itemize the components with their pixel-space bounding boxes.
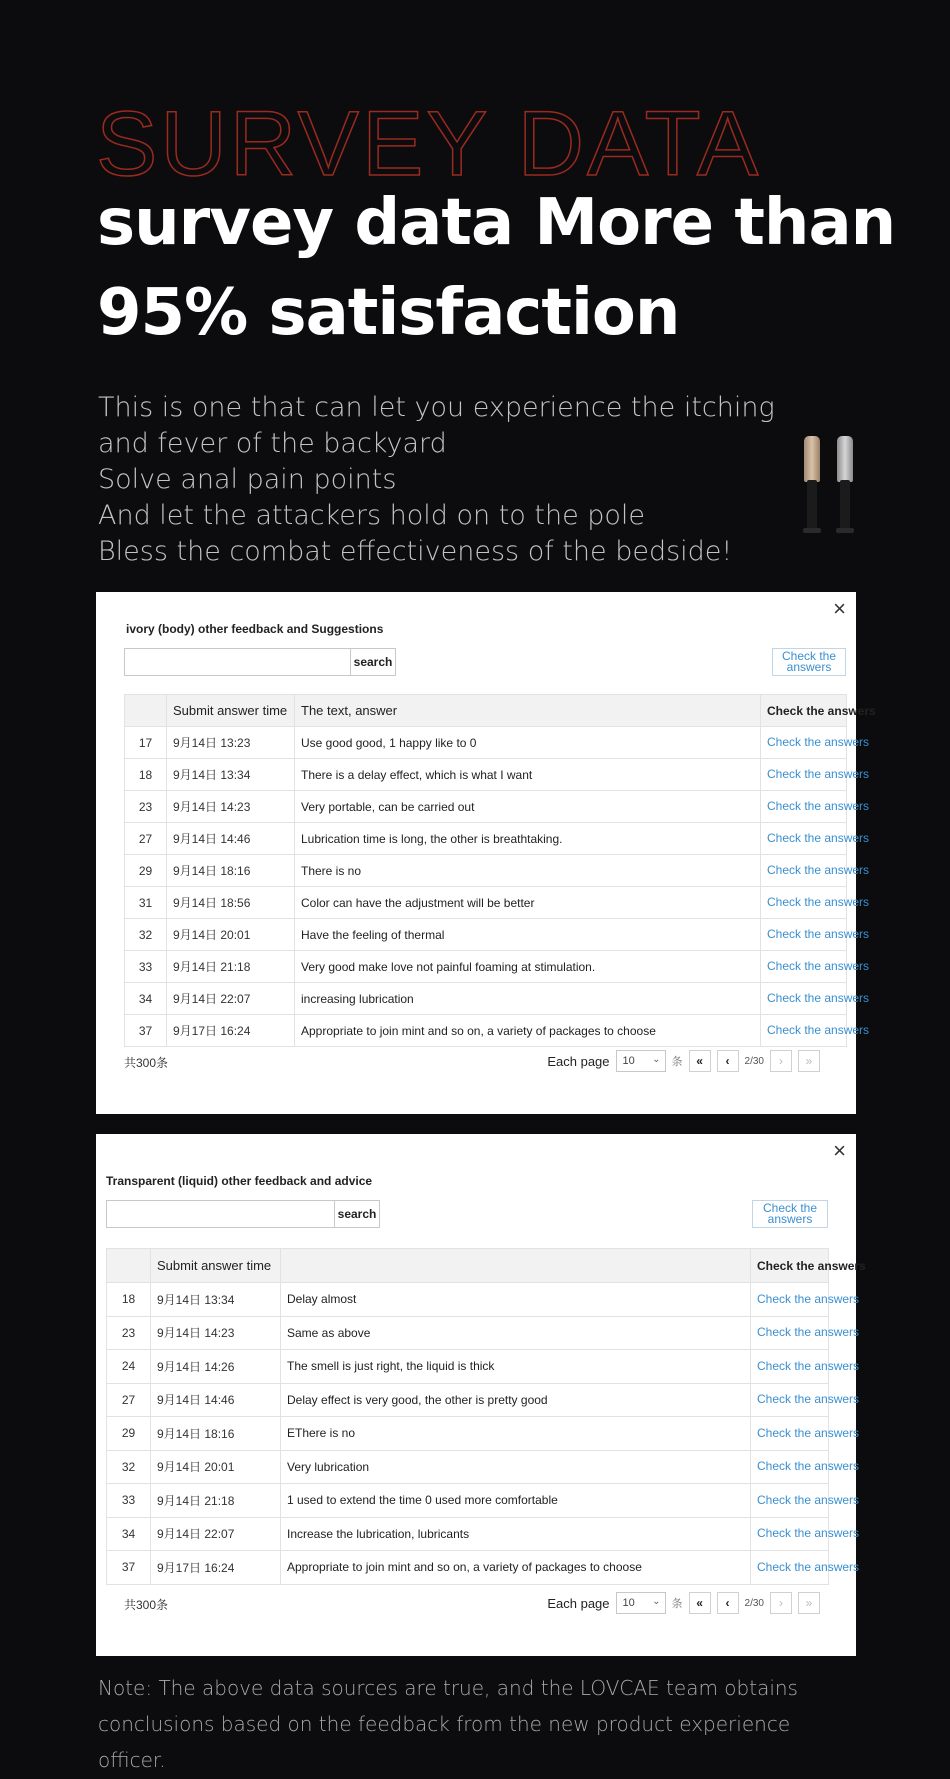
check-answers-link[interactable]: Check the answers <box>751 1450 829 1484</box>
column-header-time: Submit answer time <box>151 1249 281 1283</box>
row-id: 18 <box>107 1283 151 1317</box>
row-answer: Color can have the adjustment will be better <box>295 887 761 919</box>
row-time: 9月14日 13:34 <box>151 1283 281 1317</box>
table-row <box>125 919 847 951</box>
row-id: 33 <box>125 951 167 983</box>
row-answer: Use good good, 1 happy like to 0 <box>295 727 761 759</box>
table-row <box>125 951 847 983</box>
row-time: 9月14日 22:07 <box>151 1517 281 1551</box>
row-time: 9月14日 18:56 <box>167 887 295 919</box>
row-id: 33 <box>107 1484 151 1518</box>
row-time: 9月14日 20:01 <box>167 919 295 951</box>
table-row <box>125 759 847 791</box>
row-time: 9月14日 18:16 <box>151 1417 281 1451</box>
check-answers-link[interactable]: Check the answers <box>751 1551 829 1585</box>
table-row <box>107 1450 829 1484</box>
row-answer: Delay effect is very good, the other is pretty good <box>281 1383 751 1417</box>
intro-line: Solve anal pain points <box>98 464 397 495</box>
each-page-label: Each page <box>547 1053 610 1069</box>
check-answers-link[interactable]: Check the answers <box>751 1383 829 1417</box>
close-icon[interactable]: × <box>833 596 846 621</box>
check-answers-button[interactable]: Check the answers <box>752 1200 828 1228</box>
column-header-check: Check the answers <box>761 695 847 727</box>
row-answer: Very lubrication <box>281 1450 751 1484</box>
table-row <box>125 887 847 919</box>
total-count: 共300条 <box>124 1056 169 1070</box>
page-size-unit: 条 <box>671 1056 683 1068</box>
row-id: 34 <box>107 1517 151 1551</box>
last-page-button[interactable]: » <box>798 1050 820 1072</box>
table-row <box>107 1484 829 1518</box>
column-header-check: Check the answers <box>751 1249 829 1283</box>
row-answer: EThere is no <box>281 1417 751 1451</box>
product-bottle-transparent-image <box>835 436 855 534</box>
check-answers-link[interactable]: Check the answers <box>761 823 847 855</box>
check-answers-link[interactable]: Check the answers <box>761 855 847 887</box>
search-button[interactable]: search <box>353 655 393 669</box>
table-row <box>107 1417 829 1451</box>
feedback-panel-ivory <box>96 592 876 1114</box>
row-time: 9月14日 21:18 <box>151 1484 281 1518</box>
check-answers-link[interactable]: Check the answers <box>761 919 847 951</box>
row-time: 9月14日 14:46 <box>151 1383 281 1417</box>
row-time: 9月17日 16:24 <box>167 1015 295 1047</box>
feedback-table <box>106 1248 866 1585</box>
intro-text <box>98 390 818 570</box>
each-page-label: Each page <box>547 1595 610 1611</box>
background-title: SURVEY DATA <box>96 93 762 195</box>
row-answer: There is no <box>295 855 761 887</box>
table-row <box>107 1350 829 1384</box>
row-id: 23 <box>125 791 167 823</box>
row-time: 9月14日 14:23 <box>167 791 295 823</box>
search-box <box>124 648 396 676</box>
check-answers-link[interactable]: Check the answers <box>761 983 847 1015</box>
check-answers-link[interactable]: Check the answers <box>761 951 847 983</box>
row-time: 9月14日 20:01 <box>151 1450 281 1484</box>
row-id: 18 <box>125 759 167 791</box>
row-answer: Lubrication time is long, the other is breathtaking. <box>295 823 761 855</box>
search-input[interactable] <box>107 1201 335 1227</box>
row-time: 9月14日 22:07 <box>167 983 295 1015</box>
table-row <box>125 855 847 887</box>
footer-note: Note: The above data sources are true, and the LOVCAE team obtains conclusions based on the feedback from the new product experience officer. <box>98 1676 798 1772</box>
row-id: 32 <box>125 919 167 951</box>
table-row <box>107 1383 829 1417</box>
row-id: 37 <box>107 1551 151 1585</box>
table-row <box>125 1015 847 1047</box>
feedback-table <box>124 694 876 1047</box>
row-id: 17 <box>125 727 167 759</box>
check-answers-link[interactable]: Check the answers <box>751 1484 829 1518</box>
row-id: 27 <box>107 1383 151 1417</box>
pagination <box>547 1592 820 1614</box>
column-header-time: Submit answer time <box>167 695 295 727</box>
first-page-button[interactable]: « <box>689 1050 711 1072</box>
next-page-button[interactable]: › <box>770 1592 792 1614</box>
column-header-answer: The text, answer <box>295 695 761 727</box>
intro-line: Bless the combat effectiveness of the bedside! <box>98 536 733 567</box>
product-bottle-ivory-image <box>802 436 822 534</box>
page-indicator: 2/30 <box>744 1055 764 1067</box>
check-answers-link[interactable]: Check the answers <box>761 759 847 791</box>
chevron-down-icon: ⌄ <box>652 1054 661 1065</box>
row-time: 9月14日 21:18 <box>167 951 295 983</box>
prev-page-button[interactable]: ‹ <box>717 1592 739 1614</box>
row-id: 34 <box>125 983 167 1015</box>
row-time: 9月14日 18:16 <box>167 855 295 887</box>
page-headline: survey data More than 95% satisfaction <box>97 186 896 350</box>
feedback-panel-transparent <box>96 1134 866 1656</box>
total-count: 共300条 <box>124 1598 169 1612</box>
search-input[interactable] <box>125 649 351 675</box>
row-id: 23 <box>107 1316 151 1350</box>
row-answer: 1 used to extend the time 0 used more comfortable <box>281 1484 751 1518</box>
check-answers-link[interactable]: Check the answers <box>751 1283 829 1317</box>
search-box <box>106 1200 380 1228</box>
row-time: 9月17日 16:24 <box>151 1551 281 1585</box>
table-row <box>107 1517 829 1551</box>
row-answer: increasing lubrication <box>295 983 761 1015</box>
row-id: 29 <box>125 855 167 887</box>
table-row <box>125 823 847 855</box>
check-answers-button[interactable]: Check the answers <box>772 648 846 676</box>
row-answer: Have the feeling of thermal <box>295 919 761 951</box>
row-answer: Increase the lubrication, lubricants <box>281 1517 751 1551</box>
table-row <box>125 727 847 759</box>
check-answers-link[interactable]: Check the answers <box>751 1350 829 1384</box>
check-answers-link[interactable]: Check the answers <box>751 1417 829 1451</box>
column-header-id <box>125 695 167 727</box>
check-answers-link[interactable]: Check the answers <box>761 1015 847 1047</box>
row-time: 9月14日 13:34 <box>167 759 295 791</box>
intro-line: And let the attackers hold on to the pole <box>98 500 646 531</box>
table-row <box>107 1316 829 1350</box>
row-time: 9月14日 14:46 <box>167 823 295 855</box>
page-size-unit: 条 <box>671 1598 683 1610</box>
row-answer: Appropriate to join mint and so on, a variety of packages to choose <box>281 1551 751 1585</box>
row-answer: Appropriate to join mint and so on, a variety of packages to choose <box>295 1015 761 1047</box>
row-id: 31 <box>125 887 167 919</box>
next-page-button[interactable]: › <box>770 1050 792 1072</box>
row-id: 32 <box>107 1450 151 1484</box>
last-page-button[interactable]: » <box>798 1592 820 1614</box>
row-answer: Very good make love not painful foaming at stimulation. <box>295 951 761 983</box>
search-button[interactable]: search <box>337 1207 377 1221</box>
panel-title: Transparent (liquid) other feedback and advice <box>106 1174 373 1188</box>
check-answers-link[interactable]: Check the answers <box>761 887 847 919</box>
column-header-answer <box>281 1249 751 1283</box>
row-id: 29 <box>107 1417 151 1451</box>
pagination <box>547 1050 820 1072</box>
column-header-id <box>107 1249 151 1283</box>
table-row <box>125 791 847 823</box>
page-indicator: 2/30 <box>744 1597 764 1609</box>
row-id: 27 <box>125 823 167 855</box>
row-time: 9月14日 13:23 <box>167 727 295 759</box>
row-answer: The smell is just right, the liquid is thick <box>281 1350 751 1384</box>
prev-page-button[interactable]: ‹ <box>717 1050 739 1072</box>
first-page-button[interactable]: « <box>689 1592 711 1614</box>
check-answers-link[interactable]: Check the answers <box>761 791 847 823</box>
row-id: 24 <box>107 1350 151 1384</box>
page-size-value: 10 <box>622 1055 635 1067</box>
row-answer: Very portable, can be carried out <box>295 791 761 823</box>
row-id: 37 <box>125 1015 167 1047</box>
check-answers-link[interactable]: Check the answers <box>751 1517 829 1551</box>
page-size-select[interactable] <box>616 1050 666 1072</box>
page-size-value: 10 <box>622 1597 635 1609</box>
intro-line: This is one that can let you experience the itching <box>98 392 775 423</box>
page-size-select[interactable] <box>616 1592 666 1614</box>
table-row <box>125 983 847 1015</box>
table-row <box>107 1551 829 1585</box>
row-time: 9月14日 14:23 <box>151 1316 281 1350</box>
row-answer: There is a delay effect, which is what I want <box>295 759 761 791</box>
close-icon[interactable]: × <box>833 1138 846 1163</box>
panel-title: ivory (body) other feedback and Suggestions <box>126 622 384 636</box>
check-answers-link[interactable]: Check the answers <box>761 727 847 759</box>
row-answer: Same as above <box>281 1316 751 1350</box>
table-header-row <box>125 695 847 727</box>
table-header-row <box>107 1249 829 1283</box>
table-row <box>107 1283 829 1317</box>
row-time: 9月14日 14:26 <box>151 1350 281 1384</box>
intro-line: and fever of the backyard <box>98 428 447 459</box>
check-answers-link[interactable]: Check the answers <box>751 1316 829 1350</box>
chevron-down-icon: ⌄ <box>652 1596 661 1607</box>
row-answer: Delay almost <box>281 1283 751 1317</box>
